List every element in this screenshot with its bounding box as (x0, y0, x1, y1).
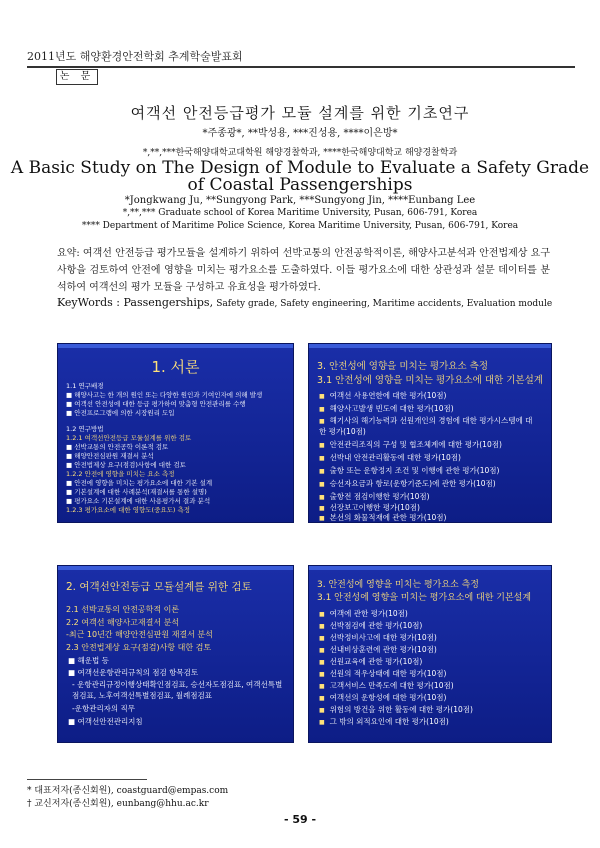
list-item: ■ 그 밖의 외적요인에 대한 평가(10점) (319, 716, 449, 727)
list-item: ■ 안전관리조직의 구성 및 협조체계에 대한 평가(10점) (319, 439, 502, 450)
slide-top-strip (309, 344, 551, 348)
article-type-tag: 논 문 (56, 69, 98, 85)
slide-evaluation-factors-1 (308, 343, 552, 523)
slide-title: 2. 여객선안전등급 모듈설계를 위한 검토 (66, 581, 252, 593)
keywords-label: KeyWords : Passengerships, (57, 296, 214, 309)
slide-top-strip (58, 344, 293, 348)
slide-line: ■ 평가요소 기본설계에 대한 사용평가서 결과 분석 (66, 497, 211, 505)
slide-line: ■ 안전에 영향을 미치는 평가요소에 대한 기본 설계 (66, 479, 213, 487)
page-number: - 59 - (283, 813, 317, 826)
slide-line: 2.1 선박교통의 안전공학적 이론 (66, 605, 180, 614)
slide-introduction (57, 343, 294, 523)
list-item: ■ 고객서비스 만족도에 대한 평가(10점) (319, 680, 454, 691)
list-item: ■ 해기사의 해기능력과 선원개인의 경험에 대한 평가시스템에 대한 평가(10점) (319, 416, 534, 437)
list-item: ■ 선박정비사고에 대한 평가(10점) (319, 632, 437, 643)
list-item: ■ 여객선 사용연한에 대한 평가(10점) (319, 390, 446, 401)
footnote-corresponding: * 대표저자(종신회원), coastguard@empas.com (27, 786, 229, 796)
slide-line: ■ 안전프로그램에 의한 시장원리 도입 (66, 409, 175, 417)
slide-line: ■ 여객선안전관리지침 (68, 717, 143, 726)
slide-line: 1.2 연구방법 (66, 425, 104, 433)
slide-line: 2.2 여객선 해양사고재결서 분석 (66, 618, 180, 627)
slide-line: 1.1 연구배경 (66, 382, 104, 390)
english-affiliation-1: *,**,*** Graduate school of Korea Maritime University, Pusan, 606-791, Korea (122, 208, 478, 218)
list-item: ■ 해양사고발생 빈도에 대한 평가(10점) (319, 403, 454, 414)
conference-header: 2011년도 해양환경안전학회 추계학술발표회 (27, 50, 243, 63)
english-title-line1: A Basic Study on The Design of Module to Evaluate a Safety Grade (10, 158, 590, 178)
slide-line: 1.2.3 평가요소에 대한 영향도(중요도) 측정 (66, 506, 191, 514)
list-item: ■ 여객에 관한 평가(10점) (319, 608, 408, 619)
list-item: ■ 승선자요금과 항로(운항기준도)에 관한 평가(10점) (319, 478, 496, 489)
english-title (0, 160, 600, 194)
list-item: ■ 선박내 안전관리활동에 대한 평가(10점) (319, 452, 461, 463)
slide-line: ■ 해운법 등 (68, 656, 109, 665)
list-item: ■ 선원교육에 관한 평가(10점) (319, 656, 422, 667)
slide-line: ■ 해양사고는 한 개의 원인 또는 다양한 원인과 기여인자에 의해 발생 (66, 391, 263, 399)
english-affiliation-2: **** Department of Maritime Police Science, Korea Maritime University, Pusan, 606-791, Korea (81, 221, 519, 231)
list-item: ■ 선박점검에 관한 평가(10점) (319, 620, 422, 631)
slide-line: ■ 기본설계에 대한 사례분석(재결서를 통한 설명) (66, 488, 207, 496)
slide-line: 2.3 안전법제상 요구(점검)사항 대한 검토 (66, 643, 212, 652)
english-title-line2: of Coastal Passengerships (187, 175, 413, 195)
slide-evaluation-factors-2 (308, 565, 552, 743)
slide-line: -운항관리자의 직무 (72, 704, 136, 713)
list-item: ■ 선원의 적우상태에 대한 평가(10점) (319, 668, 446, 679)
keywords (57, 296, 557, 309)
slide-title: 3. 안전성에 영향을 미치는 평가요소 측정 (317, 580, 479, 590)
slide-module-design-review (57, 565, 294, 743)
list-item: ■ 여객선의 운항성에 대한 평가(10점) (319, 692, 446, 703)
slide-title: 1. 서론 (151, 358, 200, 376)
list-item: ■ 출항 또는 운항정지 조건 및 이행에 관한 평가(10점) (319, 465, 499, 476)
english-authors: *Jongkwang Ju, **Sungyong Park, ***Sungyong Jin, ****Eunbang Lee (124, 195, 476, 206)
footnote-rule (27, 779, 147, 780)
slide-line: ■ 여객선운항관리규칙의 점검 항목검토 (68, 668, 199, 677)
abstract: 요약: 여객선 안전등급 평가모듈을 설계하기 위하여 선박교통의 안전공학적이론, 해양사고분석과 안전법제상 요구사항을 검토하여 안전에 영향을 미치는 평가요소를 도출하였다. 이들 평가요소에 대한 상관성과 설문 데이터를 분석하여 여객선의 평가 모듈을 구성하고 유효성을 평가하였다. (57, 248, 550, 293)
header-rule (27, 66, 575, 68)
slide-top-strip (309, 566, 551, 570)
slide-subtitle: 3.1 안전성에 영향을 미치는 평가요소에 대한 기본설계 (317, 593, 532, 603)
slide-subtitle: 3.1 안전성에 영향을 미치는 평가요소에 대한 기본설계 (317, 375, 543, 386)
slide-line: - 운항관리규정이행상태확인점검표, 승선자도점검표, 여객선특별점검표, 노후여객선특별점검표, 월례점검표 (72, 680, 283, 700)
slide-line: -최근 10년간 해양안전심판원 재결서 분석 (66, 630, 213, 639)
list-item: ■ 출항전 점검이행한 평가(10점) (319, 491, 430, 502)
slide-top-strip (58, 566, 293, 570)
slide-line: ■ 선박교통의 안전공학 이론적 검토 (66, 443, 169, 451)
slide-line: ■ 해양안전심판원 재결서 분석 (66, 452, 154, 460)
slide-line: ■ 안전법제상 요구(점검)사항에 대한 검토 (66, 461, 186, 469)
slide-line: ■ 여객선 안전성에 대한 등급 평가하여 맞춤형 안전관리를 수행 (66, 400, 246, 408)
slide-line: 1.2.2 안전에 영향을 미치는 요소 측정 (66, 470, 175, 478)
slide-title: 3. 안전성에 영향을 미치는 평가요소 측정 (317, 361, 488, 372)
slide-line: 1.2.1 여객선안전등급 모듈설계를 위한 검토 (66, 434, 192, 442)
list-item: ■ 선장보고이행한 평가(10점) (319, 502, 420, 513)
korean-affiliation: *,**,***한국해양대학교대학원 해양경찰학과, ****한국해양대학교 해양경찰학과 (142, 148, 458, 158)
korean-title: 여객선 안전등급평가 모듈 설계를 위한 기초연구 (130, 104, 470, 122)
list-item: ■ 위험의 방건을 위한 활동에 대한 평가(10점) (319, 704, 473, 715)
list-item: ■ 본선의 화물적재에 관한 평가(10점) (319, 512, 446, 523)
list-item: ■ 선내비상훈련에 관한 평가(10점) (319, 644, 437, 655)
footnote-correspondence: † 교신저자(종신회원), eunbang@hhu.ac.kr (27, 799, 209, 809)
korean-authors: *주종광*, **박성용, ***진성용, ****이은방* (202, 128, 398, 139)
keywords-list: Safety grade, Safety engineering, Maritime accidents, Evaluation module (216, 299, 553, 309)
